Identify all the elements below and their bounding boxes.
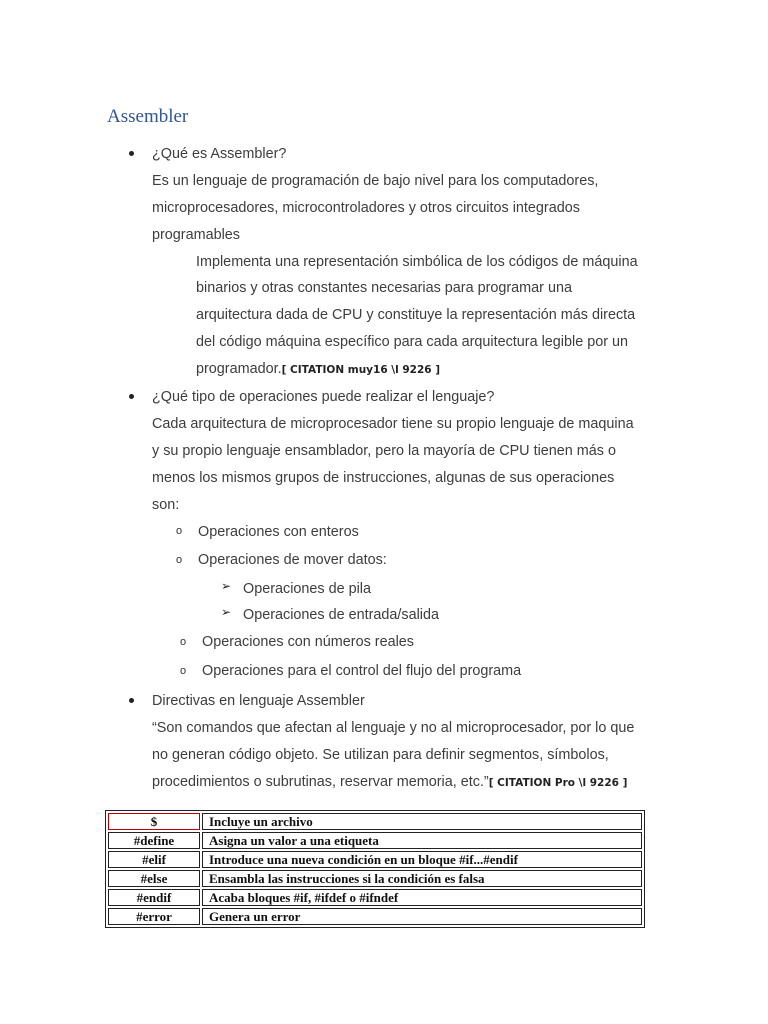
description-cell: Incluye un archivo xyxy=(202,813,642,830)
quote-line: binarios y otras constantes necesarias para programar una xyxy=(196,280,572,296)
directive-cell: $ xyxy=(108,813,200,830)
answer-text: procedimientos o subrutinas, reservar memoria, etc.” xyxy=(152,774,489,790)
arrow-bullet-icon: ➢ xyxy=(221,605,232,619)
directive-cell: #define xyxy=(108,832,200,849)
description-cell: Introduce una nueva condición en un bloque #if...#endif xyxy=(202,851,642,868)
directives-table xyxy=(105,810,645,928)
sub-operation-item: Operaciones de pila xyxy=(243,581,371,597)
description-cell: Asigna un valor a una etiqueta xyxy=(202,832,642,849)
answer-line: Es un lenguaje de programación de bajo nivel para los computadores, xyxy=(152,173,599,189)
answer-line: y su propio lenguaje ensamblador, pero la mayoría de CPU tienen más o xyxy=(152,443,616,459)
arrow-bullet-icon: ➢ xyxy=(221,579,232,593)
description-cell: Acaba bloques #if, #ifdef o #ifndef xyxy=(202,889,642,906)
section-question: ¿Qué es Assembler? xyxy=(152,146,287,162)
answer-line: no generan código objeto. Se utilizan para definir segmentos, símbolos, xyxy=(152,747,609,763)
operation-item: Operaciones con enteros xyxy=(198,524,359,540)
table-row xyxy=(108,851,642,868)
directive-cell: #error xyxy=(108,908,200,925)
circle-bullet-icon: o xyxy=(180,636,187,648)
citation: [ CITATION Pro \l 9226 ] xyxy=(488,777,628,789)
description-cell: Ensambla las instrucciones si la condición es falsa xyxy=(202,870,642,887)
bullet-disc-icon xyxy=(129,698,134,703)
description-cell: Genera un error xyxy=(202,908,642,925)
sub-operation-item: Operaciones de entrada/salida xyxy=(243,607,440,623)
operation-item: Operaciones para el control del flujo del programa xyxy=(202,663,522,679)
directive-cell: #else xyxy=(108,870,200,887)
directive-cell: #endif xyxy=(108,889,200,906)
section-question: ¿Qué tipo de operaciones puede realizar el lenguaje? xyxy=(152,389,495,405)
quote-line: del código máquina específico para cada arquitectura legible por un xyxy=(196,334,629,350)
operation-item: Operaciones de mover datos: xyxy=(198,552,387,568)
quote-line: arquitectura dada de CPU y constituye la representación más directa xyxy=(196,307,636,323)
table-row xyxy=(108,908,642,925)
operation-item: Operaciones con números reales xyxy=(202,634,414,650)
bullet-disc-icon xyxy=(129,151,134,156)
answer-line: son: xyxy=(152,497,180,513)
bullet-disc-icon xyxy=(129,394,134,399)
table-row xyxy=(108,813,642,830)
section-question: Directivas en lenguaje Assembler xyxy=(152,693,365,709)
answer-line-last xyxy=(152,773,627,792)
answer-line: menos los mismos grupos de instrucciones, algunas de sus operaciones xyxy=(152,470,615,486)
answer-line: programables xyxy=(152,227,240,243)
page-title: Assembler xyxy=(107,106,189,127)
circle-bullet-icon: o xyxy=(176,525,183,537)
answer-line: “Son comandos que afectan al lenguaje y no al microprocesador, por lo que xyxy=(152,720,635,736)
answer-line: microprocesadores, microcontroladores y otros circuitos integrados xyxy=(152,200,580,216)
directive-cell: #elif xyxy=(108,851,200,868)
circle-bullet-icon: o xyxy=(180,665,187,677)
quote-line: Implementa una representación simbólica de los códigos de máquina xyxy=(196,254,638,270)
table-row xyxy=(108,870,642,887)
citation: [ CITATION muy16 \l 9226 ] xyxy=(281,364,441,376)
circle-bullet-icon: o xyxy=(176,554,183,566)
answer-line: Cada arquitectura de microprocesador tiene su propio lenguaje de maquina xyxy=(152,416,634,432)
table-row xyxy=(108,889,642,906)
quote-text: programador. xyxy=(196,361,282,377)
table-row xyxy=(108,832,642,849)
quote-line-last xyxy=(196,360,440,379)
